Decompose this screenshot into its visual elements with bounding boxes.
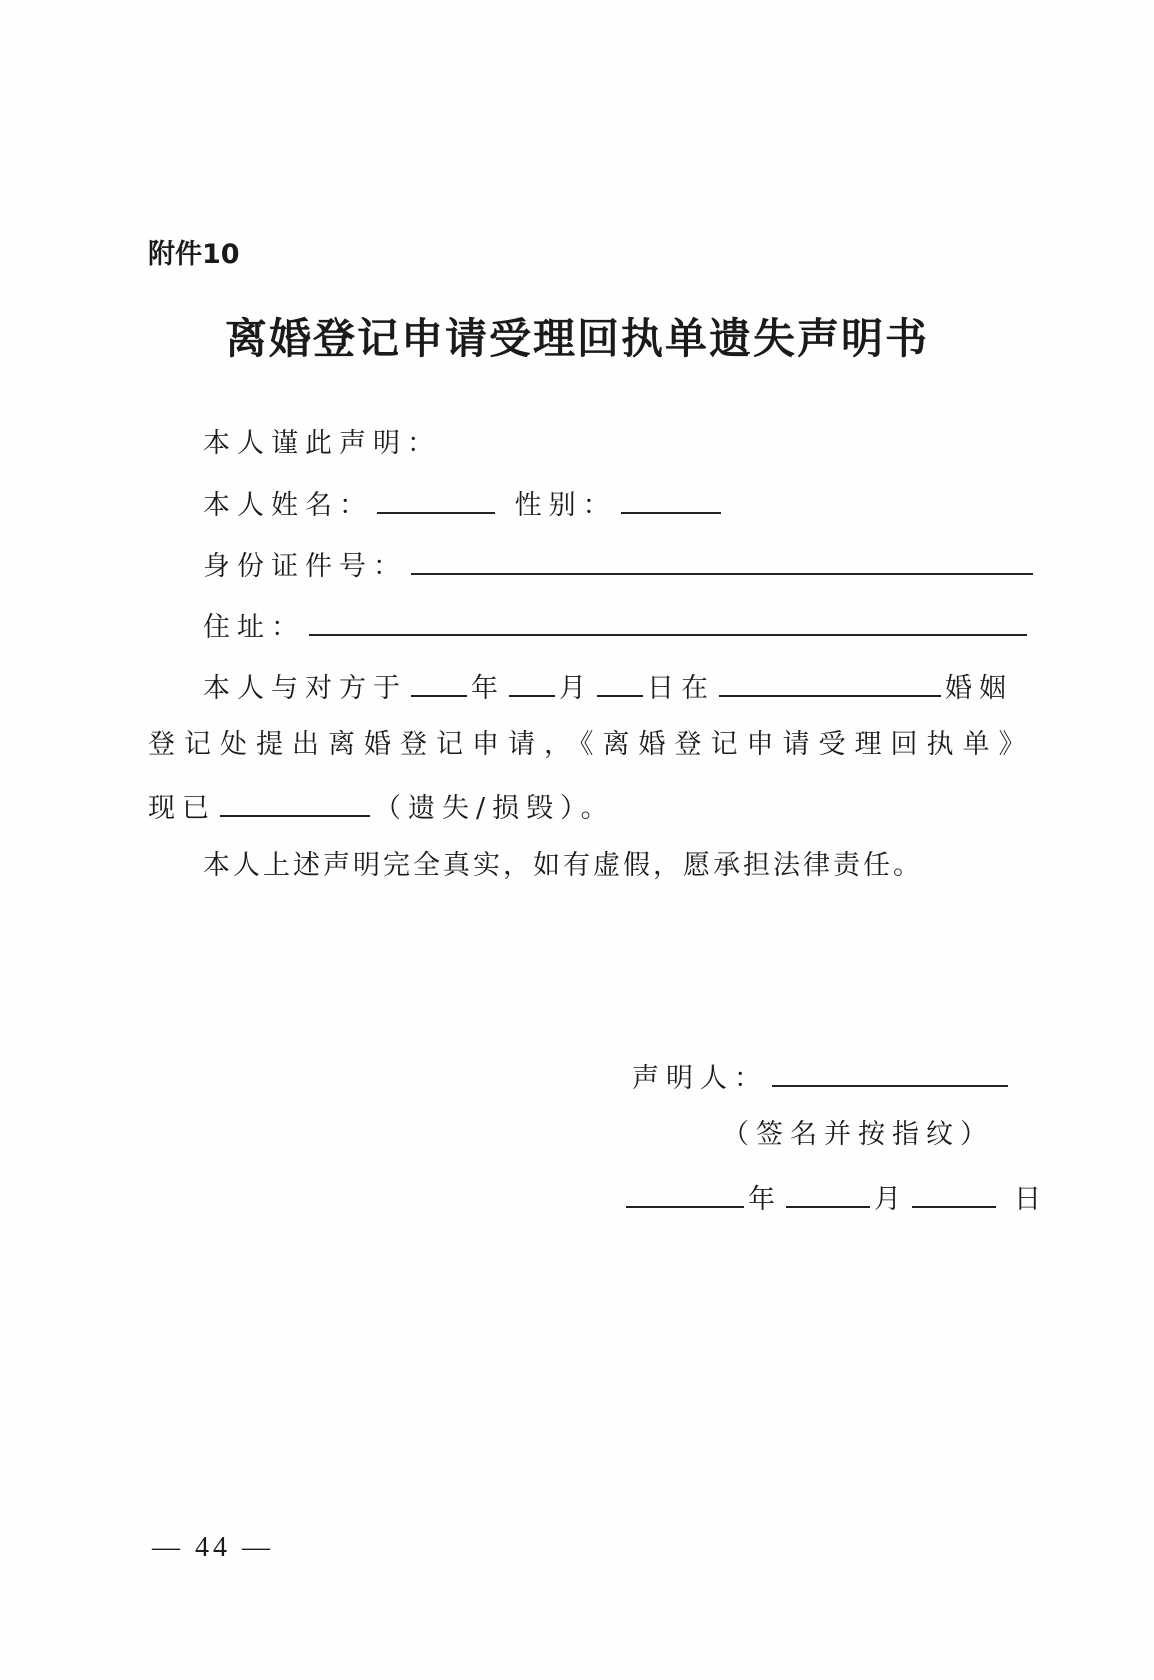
- declaration-text: 本人上述声明完全真实，如有虚假，愿承担法律责任。: [203, 850, 923, 881]
- gender-blank[interactable]: [621, 484, 721, 514]
- declaration-line: [203, 848, 923, 884]
- signature-day-unit: 日: [1014, 1184, 1048, 1215]
- declarant-label: 声明人：: [632, 1063, 768, 1094]
- address-line: [203, 606, 1031, 646]
- address-blank[interactable]: [309, 606, 1027, 636]
- signature-day-blank[interactable]: [912, 1178, 996, 1208]
- id-label: 身份证件号：: [203, 551, 407, 582]
- intro-text: 本人谨此声明：: [203, 428, 441, 459]
- address-label: 住址：: [203, 612, 305, 643]
- page-number: — 44 —: [152, 1532, 274, 1563]
- id-line: [203, 545, 1037, 585]
- sign-note: （签名并按指纹）: [722, 1119, 994, 1150]
- name-gender-line: [203, 484, 725, 524]
- signature-month-unit: 月: [874, 1184, 908, 1215]
- month-blank[interactable]: [509, 667, 555, 697]
- application-text: 登记处提出离婚登记申请，《离婚登记申请受理回执单》: [148, 729, 1035, 760]
- signature-month-blank[interactable]: [786, 1178, 870, 1208]
- signature-year-unit: 年: [748, 1184, 782, 1215]
- declarant-line: [632, 1057, 1012, 1097]
- signature-year-blank[interactable]: [626, 1178, 744, 1208]
- month-unit: 月: [559, 673, 593, 704]
- name-blank[interactable]: [377, 484, 495, 514]
- registry-blank[interactable]: [719, 667, 941, 697]
- status-blank[interactable]: [220, 787, 370, 817]
- marriage-text: 婚姻: [945, 673, 1013, 704]
- status-suffix: （遗失/损毁）。: [374, 793, 615, 824]
- id-number-blank[interactable]: [411, 545, 1033, 575]
- status-line: [148, 787, 615, 827]
- name-label: 本人姓名：: [203, 490, 373, 521]
- document-title: 离婚登记申请受理回执单遗失声明书: [224, 314, 929, 363]
- application-line-2: [148, 727, 1035, 763]
- intro-line: [203, 426, 441, 462]
- year-blank[interactable]: [411, 667, 467, 697]
- year-unit: 年: [471, 673, 505, 704]
- declarant-blank[interactable]: [772, 1057, 1008, 1087]
- sign-note-line: [722, 1117, 994, 1153]
- agreement-text: 本人与对方于: [203, 673, 407, 704]
- application-line-1: [203, 667, 1013, 707]
- signature-date-line: [622, 1178, 1048, 1218]
- day-blank[interactable]: [597, 667, 643, 697]
- status-prefix: 现已: [148, 793, 216, 824]
- day-at-text: 日在: [647, 673, 715, 704]
- attachment-label: 附件10: [148, 239, 240, 270]
- gender-label: 性别：: [514, 490, 617, 521]
